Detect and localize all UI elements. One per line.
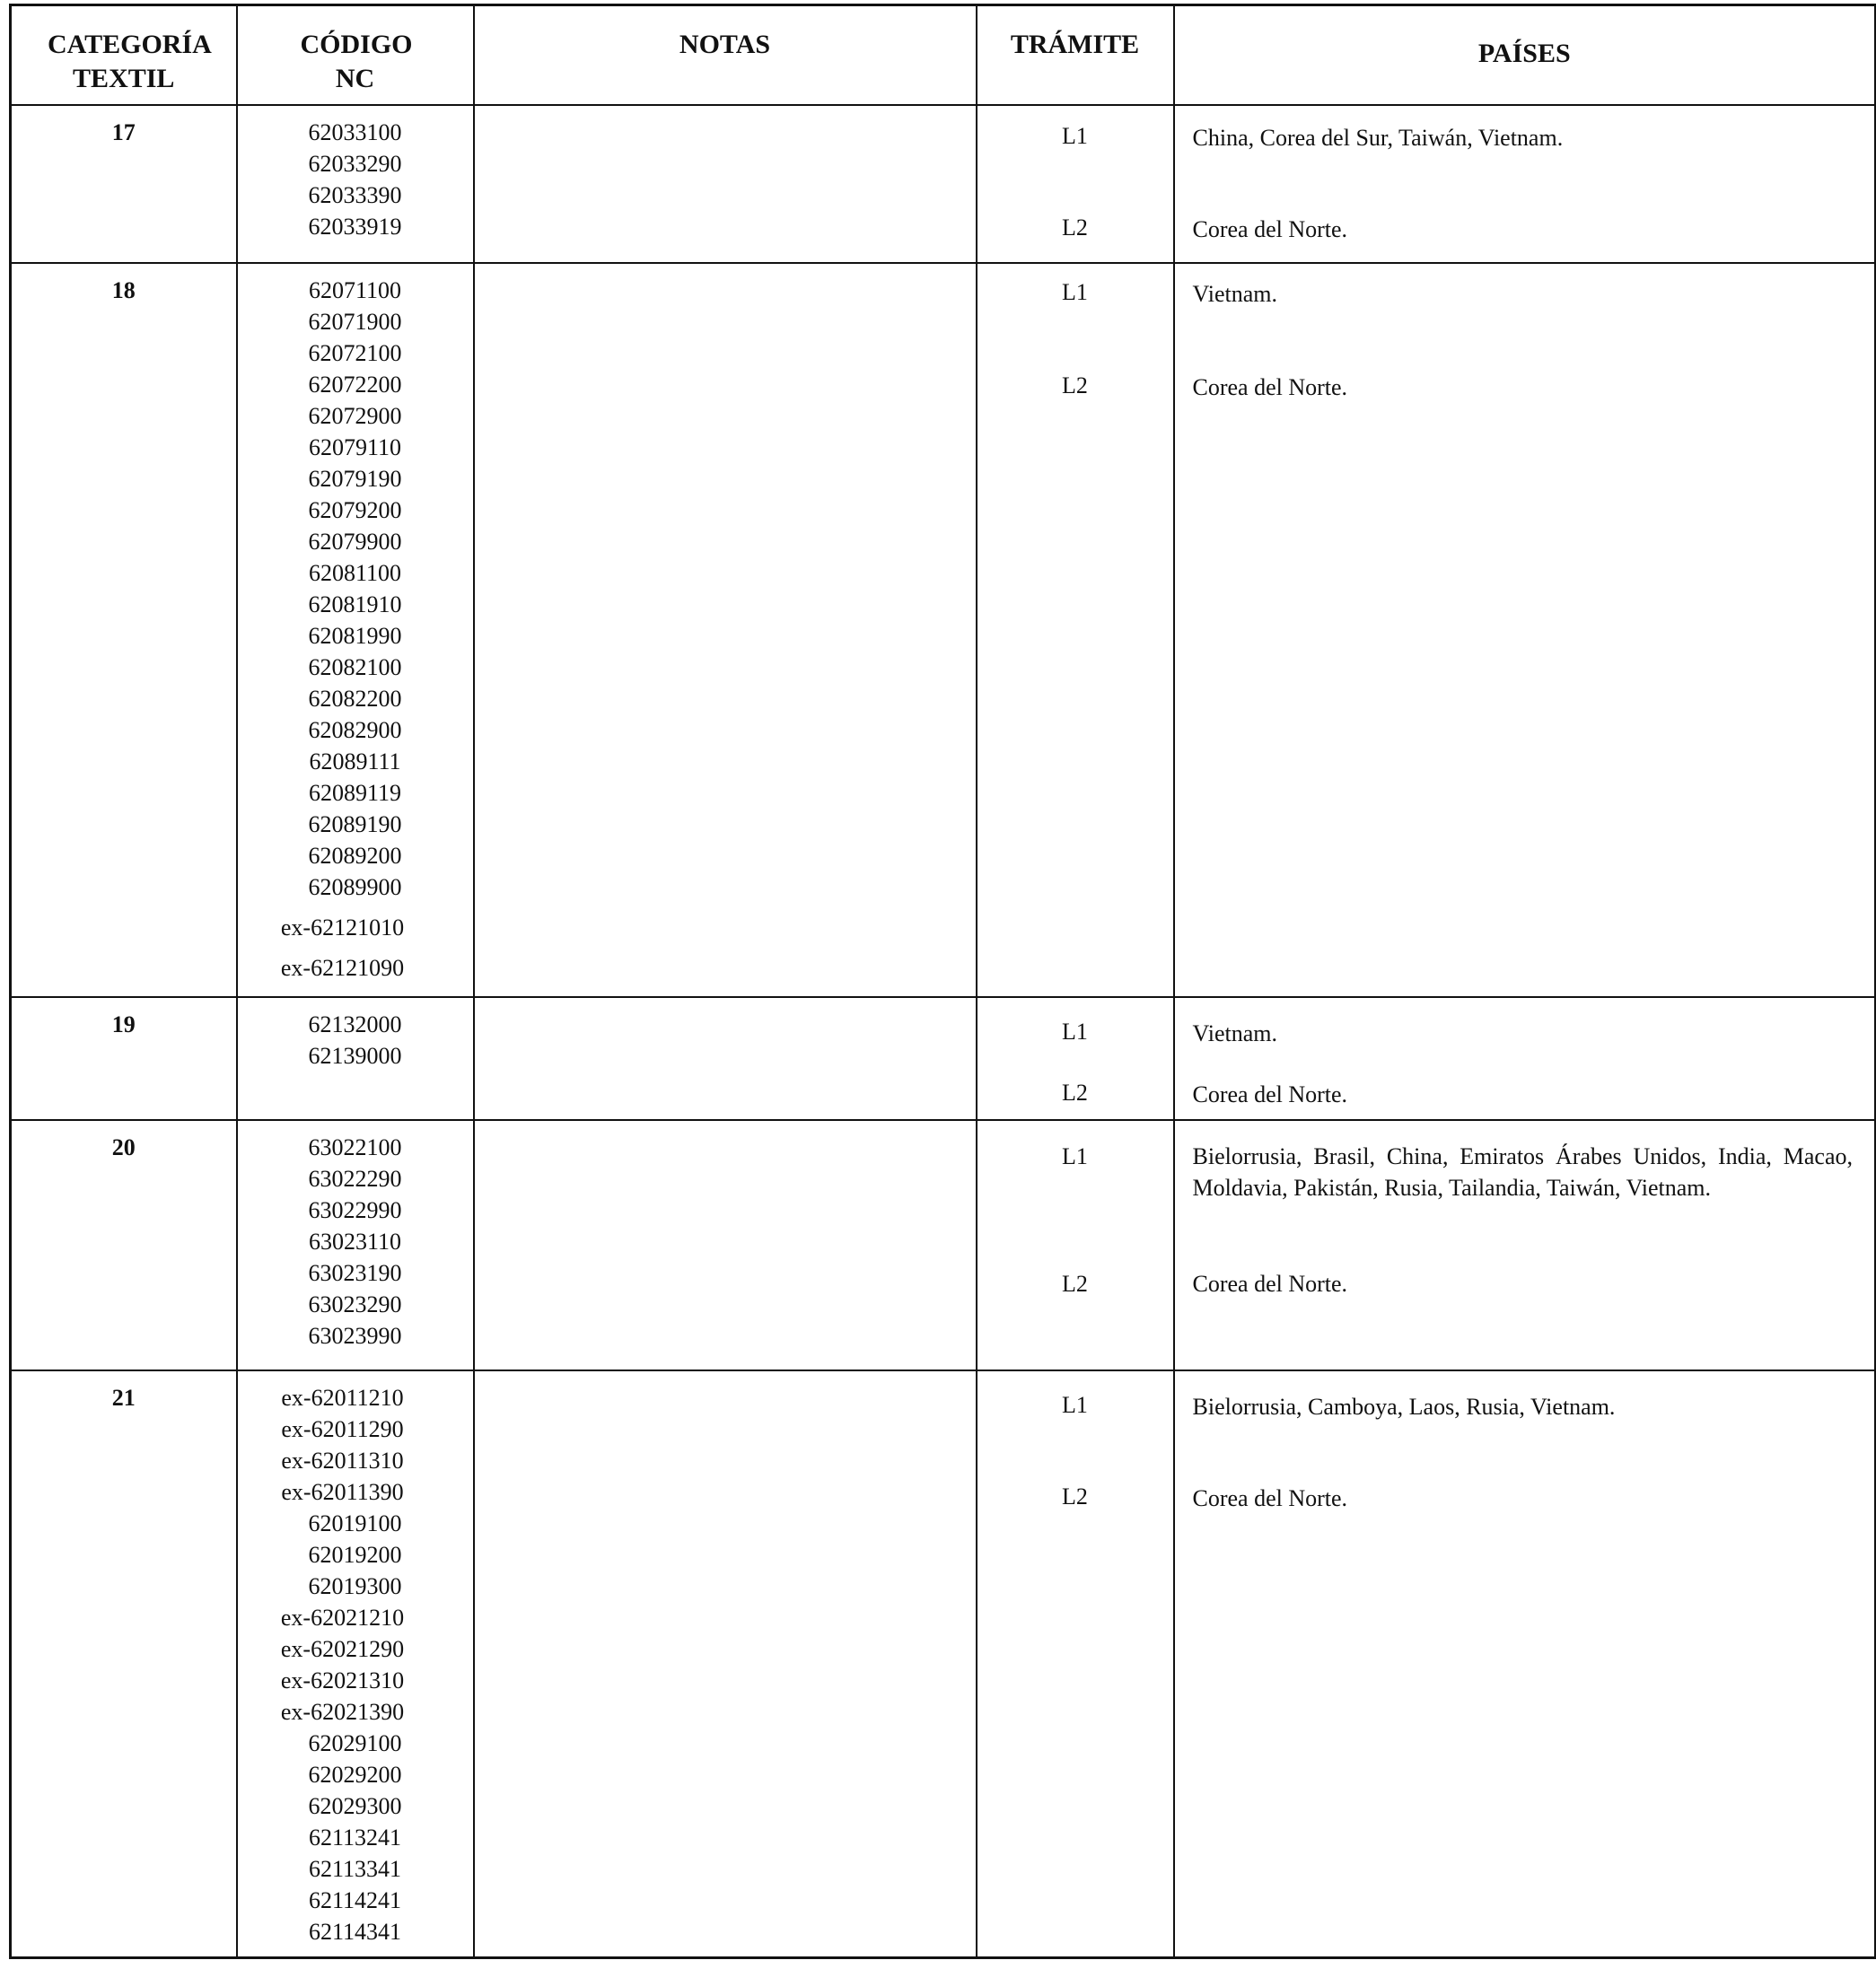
codigo-nc-code: 62082100	[308, 653, 402, 680]
codigo-nc-code: ex-62021390	[280, 1698, 405, 1725]
tramite-code: L2	[1062, 372, 1088, 398]
header-paises: PAÍSES	[1174, 5, 1876, 105]
paises-list: Corea del Norte.	[1192, 1081, 1348, 1107]
header-tramite: TRÁMITE	[977, 5, 1174, 105]
codigo-nc-code: 62132000	[308, 1011, 402, 1037]
codigo-nc-cell	[237, 997, 474, 1120]
codigo-nc-code: 62089111	[309, 748, 401, 774]
codigo-nc-code: 62079190	[308, 465, 402, 492]
paises-cell	[1174, 1370, 1876, 1958]
paises-cell	[1174, 105, 1876, 263]
paises-list: Corea del Norte.	[1192, 373, 1348, 400]
tramite-cell	[977, 997, 1174, 1120]
codigo-nc-code: 62033390	[308, 181, 402, 208]
paises-list: Vietnam.	[1192, 1020, 1277, 1046]
paises-list: Corea del Norte.	[1192, 1270, 1348, 1297]
codigo-nc-code: ex-62121010	[280, 914, 405, 941]
paises-list: China, Corea del Sur, Taiwán, Vietnam.	[1192, 124, 1564, 151]
tramite-code: L2	[1062, 214, 1088, 241]
codigo-nc-code: 62089200	[308, 842, 402, 869]
table-row	[11, 1370, 1876, 1958]
codigo-nc-cell	[237, 263, 474, 997]
header-categoria: CATEGORÍA TEXTIL	[11, 5, 237, 105]
codigo-nc-code: ex-62021210	[280, 1604, 405, 1631]
codigo-nc-code: 63023990	[308, 1322, 402, 1349]
codigo-nc-code: ex-62011310	[281, 1447, 404, 1474]
tramite-code: L1	[1062, 1142, 1088, 1169]
codigo-nc-code: 62029100	[308, 1729, 402, 1756]
paises-cell	[1174, 263, 1876, 997]
tramite-cell	[977, 1120, 1174, 1370]
codigo-nc-code: 62089900	[308, 873, 402, 900]
codigo-nc-code: 62033100	[308, 118, 402, 145]
codigo-nc-code: 63022290	[308, 1165, 402, 1192]
codigo-nc-cell	[237, 1370, 474, 1958]
paises-cell	[1174, 1120, 1876, 1370]
table-row	[11, 1120, 1876, 1370]
paises-cell	[1174, 997, 1876, 1120]
codigo-nc-code: 62114241	[308, 1886, 402, 1913]
tramite-code: L1	[1062, 1018, 1088, 1045]
codigo-nc-code: 62113241	[308, 1824, 402, 1851]
codigo-nc-code: 62081100	[308, 559, 402, 586]
tramite-cell	[977, 263, 1174, 997]
categoria-cell: 18	[11, 263, 237, 997]
codigo-nc-code: ex-62011390	[281, 1478, 404, 1505]
codigo-nc-code: ex-62011290	[281, 1415, 404, 1442]
codigo-nc-code: 62139000	[308, 1042, 402, 1069]
header-notas: NOTAS	[474, 5, 977, 105]
tramite-code: L1	[1062, 122, 1088, 149]
codigo-nc-code: ex-62121090	[280, 954, 405, 981]
categoria-cell: 17	[11, 105, 237, 263]
codigo-nc-code: 62081910	[308, 591, 402, 617]
codigo-nc-code: 62114341	[308, 1918, 402, 1945]
tramite-code: L1	[1062, 278, 1088, 305]
codigo-nc-code: 62072200	[308, 371, 402, 398]
paises-list: Corea del Norte.	[1192, 215, 1348, 242]
tramite-code: L2	[1062, 1270, 1088, 1297]
codigo-nc-code: 62029200	[308, 1761, 402, 1788]
codigo-nc-code: 62071100	[308, 276, 402, 303]
codigo-nc-code: ex-62021310	[280, 1667, 405, 1693]
codigo-nc-code: 63023190	[308, 1259, 402, 1286]
table-header-row	[11, 5, 1876, 105]
codigo-nc-code: 62113341	[308, 1855, 402, 1882]
codigo-nc-code: 62079200	[308, 496, 402, 523]
codigo-nc-code: 62019200	[308, 1541, 402, 1568]
tramite-cell	[977, 1370, 1174, 1958]
codigo-nc-code: ex-62011210	[281, 1384, 404, 1411]
codigo-nc-code: 62089190	[308, 810, 402, 837]
codigo-nc-code: 62072900	[308, 402, 402, 429]
paises-list: Bielorrusia, Camboya, Laos, Rusia, Vietnam.	[1192, 1393, 1616, 1420]
codigo-nc-code: 63022990	[308, 1196, 402, 1223]
codigo-nc-code: 62033919	[308, 213, 402, 240]
codigo-nc-code: 62089119	[308, 779, 402, 806]
notas-cell	[474, 1120, 977, 1370]
categoria-cell: 19	[11, 997, 237, 1120]
codigo-nc-code: 62082900	[308, 716, 402, 743]
tramite-code: L2	[1062, 1079, 1088, 1106]
header-codigo: CÓDIGO NC	[237, 5, 474, 105]
notas-cell	[474, 263, 977, 997]
codigo-nc-code: 63022100	[308, 1133, 402, 1160]
categoria-cell: 21	[11, 1370, 237, 1958]
notas-cell	[474, 105, 977, 263]
notas-cell	[474, 997, 977, 1120]
codigo-nc-code: 62079110	[308, 433, 402, 460]
textile-categories-table	[9, 4, 1876, 1959]
codigo-nc-code: 62082200	[308, 685, 402, 712]
codigo-nc-cell	[237, 105, 474, 263]
codigo-nc-code: 62029300	[308, 1792, 402, 1819]
tramite-cell	[977, 105, 1174, 263]
codigo-nc-code: 63023110	[308, 1228, 402, 1255]
codigo-nc-code: ex-62021290	[280, 1635, 405, 1662]
categoria-cell: 20	[11, 1120, 237, 1370]
table-row	[11, 105, 1876, 263]
codigo-nc-code: 63023290	[308, 1291, 402, 1317]
codigo-nc-code: 62033290	[308, 150, 402, 177]
codigo-nc-code: 62081990	[308, 622, 402, 649]
paises-list: Corea del Norte.	[1192, 1484, 1348, 1511]
codigo-nc-code: 62079900	[308, 528, 402, 555]
codigo-nc-code: 62072100	[308, 339, 402, 366]
codigo-nc-code: 62071900	[308, 308, 402, 335]
table-row	[11, 263, 1876, 997]
table-row	[11, 997, 1876, 1120]
notas-cell	[474, 1370, 977, 1958]
tramite-code: L2	[1062, 1483, 1088, 1510]
paises-list: Vietnam.	[1192, 280, 1277, 307]
codigo-nc-code: 62019300	[308, 1572, 402, 1599]
tramite-code: L1	[1062, 1391, 1088, 1418]
codigo-nc-code: 62019100	[308, 1510, 402, 1536]
paises-list: Bielorrusia, Brasil, China, Emiratos Árabes Unidos, India, Macao, Moldavia, Pakistán, Rusia, Tailandia, Taiwán, Vietnam.	[1192, 1142, 1853, 1201]
codigo-nc-cell	[237, 1120, 474, 1370]
